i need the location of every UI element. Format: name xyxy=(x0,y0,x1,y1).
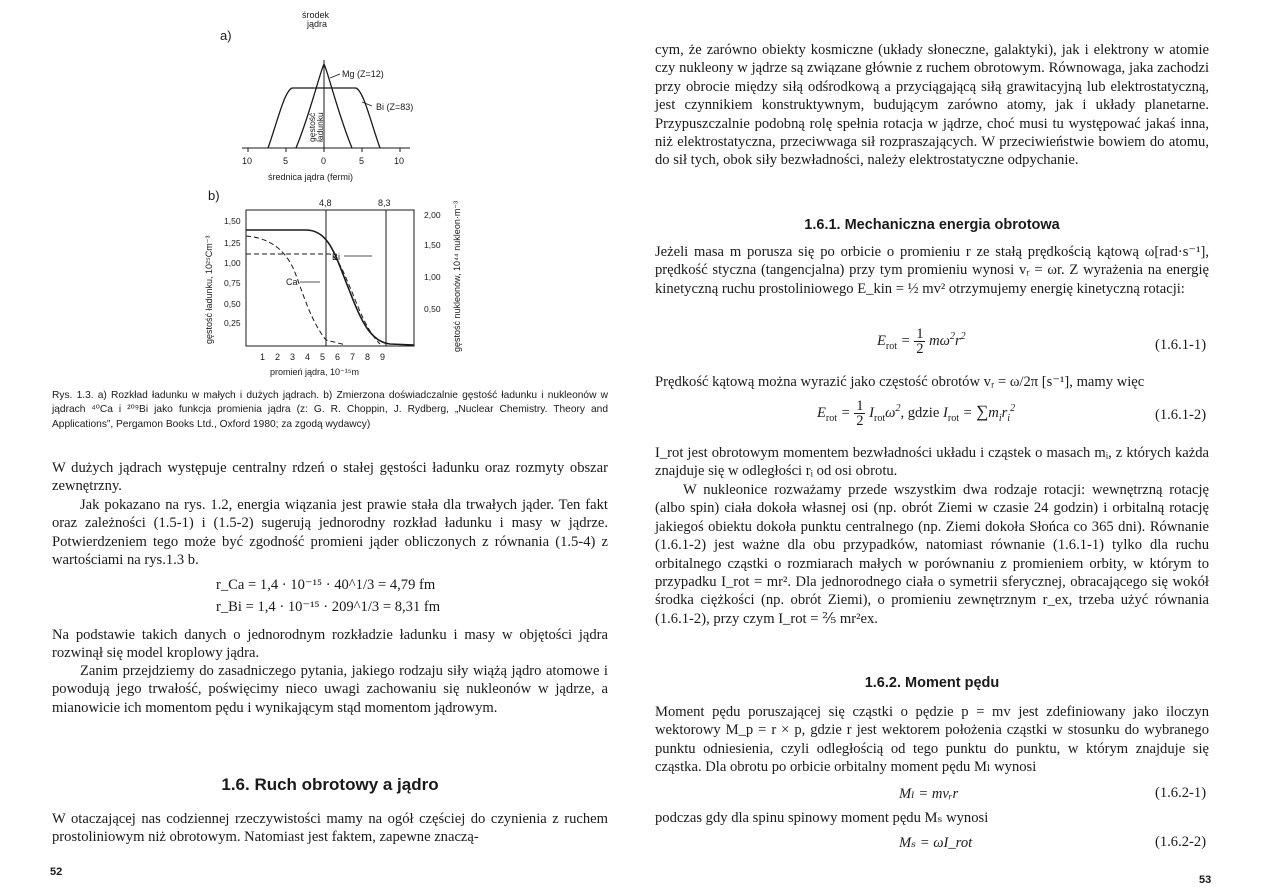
xtick-label: 0 xyxy=(321,156,327,166)
panel-a-label: a) xyxy=(220,28,232,43)
equation-number-3: (1.6.2-1) xyxy=(1155,785,1207,801)
xtick-label: 3 xyxy=(290,352,296,362)
center-label-1: środek xyxy=(302,10,330,20)
ca-label: Ca xyxy=(286,277,298,287)
right-tick-label: 0,50 xyxy=(424,304,441,314)
paragraph-r5 xyxy=(655,481,1209,628)
paragraph-r4: I_rot jest obrotowym momentem bezwładności układu i cząstek o masach mᵢ, z których każda znajduje się w odległości rᵢ od osi obrotu. xyxy=(655,445,1209,480)
xtick-label: 5 xyxy=(320,352,326,362)
top-tick-48: 4,8 xyxy=(319,198,332,208)
panel-a-ylabel-1: gęstość xyxy=(307,112,317,142)
figure-caption: Rys. 1.3. a) Rozkład ładunku w małych i dużych jądrach. b) Zmierzona doświadczalnie gęstość ładunku i nukleonów w jądrach ⁴⁰Ca i ²⁰⁹Bi jako funkcja promienia jądra (z: G. R. Choppin, J. Rydberg, „Nuclear Chemistry. Theory and Applications”, Pergamon Books Ltd., Oxford 1980; za zgodą wydawcy) xyxy=(52,390,608,430)
ca-dashed-curve xyxy=(246,236,346,345)
bi-density-curve xyxy=(246,230,414,345)
paragraph-5: W otaczającej nas codziennej rzeczywistości mamy na ogół częściej do czynienia z ruchem prostoliniowym niż obrotowym. Natomiast jest faktem, zapewne znaczą- xyxy=(52,811,608,846)
xtick-label: 5 xyxy=(283,156,289,166)
paragraph-2-text: Jak pokazano na rys. 1.2, energia wiązania jest prawie stała dla trwałych jąder. Ten fakt oraz zależności (1.5-1) i (1.5-2) sugerują jednorodny rozkład ładunku i masy w jądrze. Potwierdzeniem tego może być zgodność promieni jąder obliczonych z równania (1.5-4) z wartościami na rys.1.3 b. xyxy=(52,497,608,569)
bi-dashed-curve xyxy=(246,254,380,344)
page-number-right: 53 xyxy=(1199,874,1212,886)
left-tick-label: 1,25 xyxy=(224,238,241,248)
xtick-label: 10 xyxy=(242,156,253,166)
paragraph-r1: cym, że zarówno obiekty kosmiczne (układy słoneczne, galaktyki), jak i elektrony w atomie czy nukleony w jądrze są związane głównie z ruchem obrotowym. Równowaga, jaka zachodzi przy obrocie między siłą odśrodkową a przyciągającą siłą grawitacyjną lub elektrostatyczną, jest czynnikiem konstruktywnym, budującym zarówno atomy, jak i układy planetarne. Przypuszczalnie podobną rolę spełnia rotacja w jądrze, choć musi tu występować jakaś inna, niż elektrostatyczna, przeciwwaga sił rozpraszających. W przeciwieństwie bowiem do atomu, do sił tych, obok siły bezwładności, należy elektrostatyczne odpychanie. xyxy=(655,42,1209,169)
xtick-label: 5 xyxy=(359,156,365,166)
mg-pointer xyxy=(330,74,340,78)
paragraph-4 xyxy=(52,662,608,717)
equation-1-6-1-1: $E_{rot}$ = $\frac{1}{2}$ $m\omega^2r^2$ xyxy=(877,326,966,357)
heading-1-6-2: 1.6.2. Moment pędu xyxy=(864,675,1000,691)
xtick-label: 8 xyxy=(365,352,371,362)
equation-number-1: (1.6.1-1) xyxy=(1155,337,1207,353)
page-number-left: 52 xyxy=(50,866,63,878)
left-tick-label: 1,00 xyxy=(224,258,241,268)
mg-label: Mg (Z=12) xyxy=(342,69,384,79)
panel-b-left-ylabel: gęstość ładunku, 10²⁵Cm⁻³ xyxy=(204,235,214,344)
equation-number-2: (1.6.1-2) xyxy=(1155,407,1207,423)
panel-b-label: b) xyxy=(208,188,220,203)
xtick-label: 9 xyxy=(380,352,386,362)
paragraph-r3: Prędkość kątową można wyrazić jako częstość obrotów vᵣ = ω/2π [s⁻¹], mamy więc xyxy=(655,374,1145,390)
equation-1-6-2-2: Mₛ = ωI_rot xyxy=(899,835,973,851)
paragraph-4-text: Zanim przejdziemy do zasadniczego pytania, jakiego rodzaju siły wiążą jądro atomowe i powodują jego trwałość, poświęcimy nieco uwagi zachowaniu się nukleonów w jądrze, a mianowicie ich momentom pędu i wynikającym stąd momentom jądrowym. xyxy=(52,663,608,716)
right-tick-label: 1,00 xyxy=(424,272,441,282)
left-tick-label: 0,25 xyxy=(224,318,241,328)
paragraph-r2: Jeżeli masa m porusza się po orbicie o promieniu r ze stałą prędkością kątową ω[rad·s⁻¹], prędkość styczna (tangencjalna) przy tym promieniu wynosi vᵣ = ωr. Z wyrażenia na energię kinetyczną ruchu prostoliniowego E_kin = ½ mv² otrzymujemy energię kinetyczną rotacji: xyxy=(655,244,1209,297)
heading-1-6-1: 1.6.1. Mechaniczna energia obrotowa xyxy=(804,217,1060,233)
panel-a-xlabel: średnica jądra (fermi) xyxy=(268,172,354,182)
xtick-label: 7 xyxy=(350,352,356,362)
panel-b-xlabel: promień jądra, 10⁻¹⁵m xyxy=(270,367,360,377)
fraction: $\frac{1}{2}$ xyxy=(856,398,864,429)
right-tick-label: 2,00 xyxy=(424,210,441,220)
left-page xyxy=(0,0,631,893)
left-tick-label: 0,75 xyxy=(224,278,241,288)
bi-label-b: Bi xyxy=(332,252,341,262)
center-label-2: jądra xyxy=(307,19,328,29)
fraction: $\frac{1}{2}$ xyxy=(916,326,924,357)
xtick-label: 6 xyxy=(335,352,341,362)
xtick-label: 10 xyxy=(394,156,405,166)
xtick-label: 2 xyxy=(275,352,281,362)
paragraph-2 xyxy=(52,496,608,570)
paragraph-r5-text: W nukleonice rozważamy przede wszystkim dwa rodzaje rotacji: wewnętrzną rotację (albo spin) ciała dokoła własnej osi (np. obrót Ziemi w czasie 24 godzin) i orbitalną rotację jakiegoś obiektu dokoła punktu centralnego (np. Ziemi dokoła Słońca co 365 dni). Równanie (1.6.1-2) jest ważne dla obu przypadków, natomiast równanie (1.6.1-1) tylko dla ruchu orbitalnego cząstki o rozmiarach małych w porównaniu z promieniem orbity, w którym to przypadku I_rot = mr². Dla jednorodnego ciała o symetrii sferycznej, obracającego się wokół środka ciężkości (np. obrót Ziemi), o promieniu zewnętrznym r_ex, trzeba użyć równania (1.6.1-2), przy czym I_rot = ⅖ mr²ex. xyxy=(655,482,1209,627)
left-tick-label: 1,50 xyxy=(224,216,241,226)
right-page xyxy=(631,0,1263,893)
right-tick-label: 1,50 xyxy=(424,240,441,250)
panel-a-ylabel-2: ładunku xyxy=(315,112,325,142)
left-ticks xyxy=(224,216,241,328)
equation-1-6-1-2: $E_{rot}$ = $\frac{1}{2}$ $I_{rot}\omega^2$, gdzie $I_{rot} = \sum m_ir_i^2$ xyxy=(817,398,1016,429)
panel-a-xticks xyxy=(242,148,404,166)
bi-label-a: Bi (Z=83) xyxy=(376,102,414,112)
paragraph-r7: podczas gdy dla spinu spinowy moment pędu Mₛ wynosi xyxy=(655,810,989,826)
figure-1-3 xyxy=(180,2,480,382)
section-heading-1-6: 1.6. Ruch obrotowy a jądro xyxy=(221,775,439,794)
xtick-label: 4 xyxy=(305,352,311,362)
right-ticks xyxy=(424,210,441,314)
xtick-label: 1 xyxy=(260,352,266,362)
equation-r-bi: r_Bi = 1,4 · 10⁻¹⁵ · 209^1/3 = 8,31 fm xyxy=(216,599,441,615)
equation-r-ca: r_Ca = 1,4 · 10⁻¹⁵ · 40^1/3 = 4,79 fm xyxy=(216,577,436,593)
equation-number-4: (1.6.2-2) xyxy=(1155,834,1207,850)
paragraph-r6: Moment pędu poruszającej się cząstki o pędzie p = mv jest zdefiniowany jako iloczyn wektorowy M_p = r × p, gdzie r jest wektorem położenia cząstki w stosunku do wybranego punktu odniesienia, czyli odległością od tego punktu do punktu, w którym znajduje się cząstka. Dla obrotu po orbicie orbitalny moment pędu Mₗ wynosi xyxy=(655,704,1209,776)
equation-1-6-2-1: Mₗ = mvᵣr xyxy=(899,786,959,802)
panel-b-xticks xyxy=(260,352,385,362)
top-tick-83: 8,3 xyxy=(378,198,391,208)
paragraph-3: Na podstawie takich danych o jednorodnym rozkładzie ładunku i masy w objętości jądra rozwinął się model kroplowy jądra. xyxy=(52,627,608,662)
bi-pointer xyxy=(362,102,372,106)
panel-b-right-ylabel: gęstość nukleonów, 10⁴⁴ nukleon·m⁻³ xyxy=(452,200,462,352)
paragraph-1: W dużych jądrach występuje centralny rdzeń o stałej gęstości ładunku oraz rozmyty obszar zewnętrzny. xyxy=(52,460,608,495)
left-tick-label: 0,50 xyxy=(224,299,241,309)
